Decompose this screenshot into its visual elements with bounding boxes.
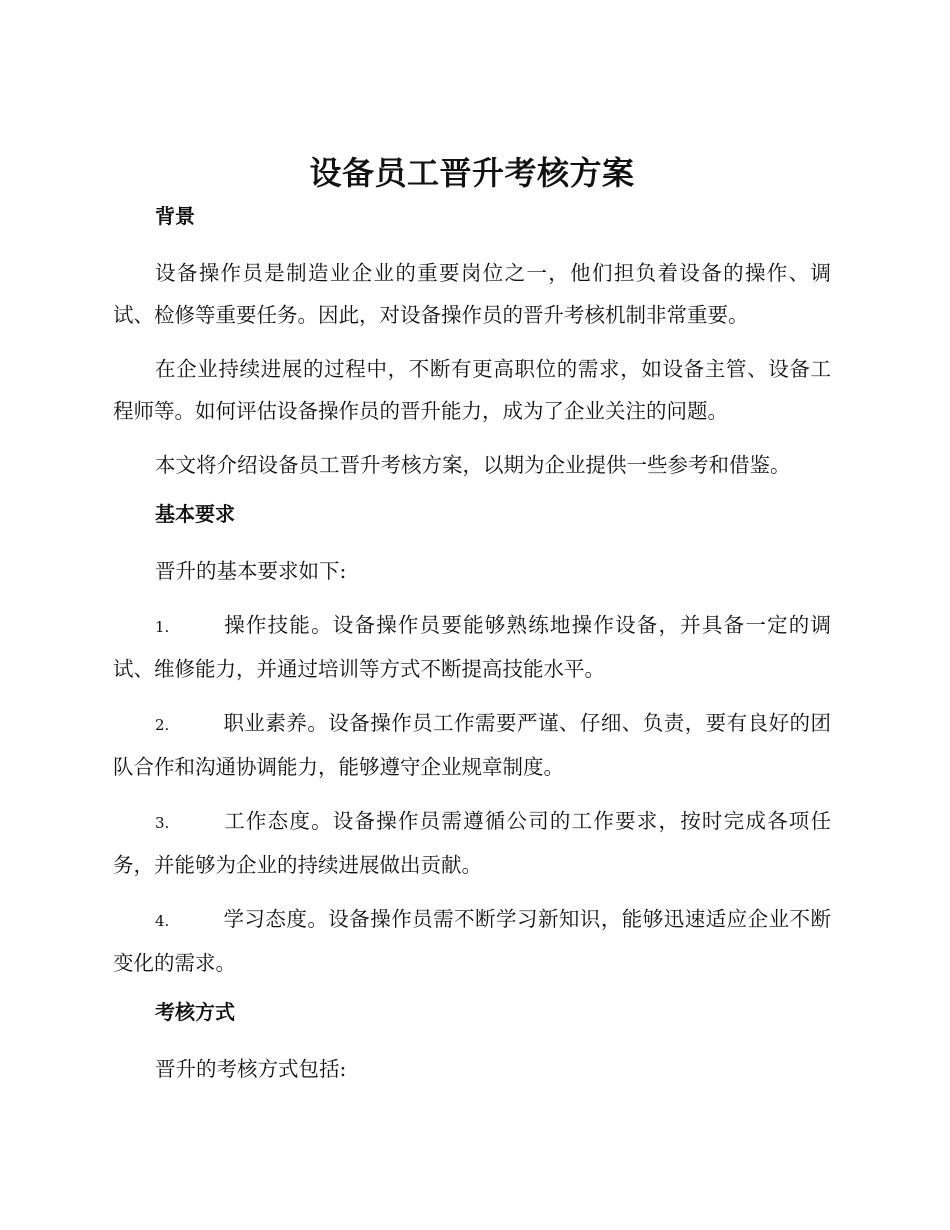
- list-item: [113, 800, 831, 886]
- paragraph: 晋升的基本要求如下:: [155, 559, 347, 583]
- list-item: [113, 898, 831, 984]
- section-heading-assessment-method: 考核方式: [155, 1000, 235, 1024]
- document-body: [113, 150, 831, 1102]
- list-item-number: 2.: [155, 716, 170, 734]
- paragraph: 晋升的考核方式包括:: [155, 1057, 347, 1081]
- list-item-number: 1.: [155, 618, 170, 636]
- paragraph: 在企业持续进展的过程中，不断有更高职位的需求，如设备主管、设备工程师等。如何评估设备操作员的晋升能力，成为了企业关注的问题。: [113, 357, 831, 423]
- list-item: [113, 702, 831, 788]
- document-title: 设备员工晋升考核方案: [309, 154, 635, 192]
- list-item-text: 操作技能。设备操作员要能够熟练地操作设备，并具备一定的调试、维修能力，并通过培训等方式不断提高技能水平。: [113, 613, 831, 681]
- list-item-text: 学习态度。设备操作员需不断学习新知识，能够迅速适应企业不断变化的需求。: [113, 907, 831, 975]
- list-item-text: 工作态度。设备操作员需遵循公司的工作要求，按时完成各项任务，并能够为企业的持续进展做出贡献。: [113, 809, 831, 877]
- list-item-number: 3.: [155, 814, 170, 832]
- section-heading-background: 背景: [155, 204, 195, 228]
- paragraph: 设备操作员是制造业企业的重要岗位之一，他们担负着设备的操作、调试、检修等重要任务。因此，对设备操作员的晋升考核机制非常重要。: [113, 261, 831, 327]
- paragraph: 本文将介绍设备员工晋升考核方案，以期为企业提供一些参考和借鉴。: [155, 453, 791, 477]
- section-heading-basic-requirements: 基本要求: [155, 502, 235, 526]
- list-item-text: 职业素养。设备操作员工作需要严谨、仔细、负责，要有良好的团队合作和沟通协调能力，能够遵守企业规章制度。: [113, 711, 831, 779]
- list-item: [113, 604, 831, 690]
- list-item-number: 4.: [155, 912, 170, 930]
